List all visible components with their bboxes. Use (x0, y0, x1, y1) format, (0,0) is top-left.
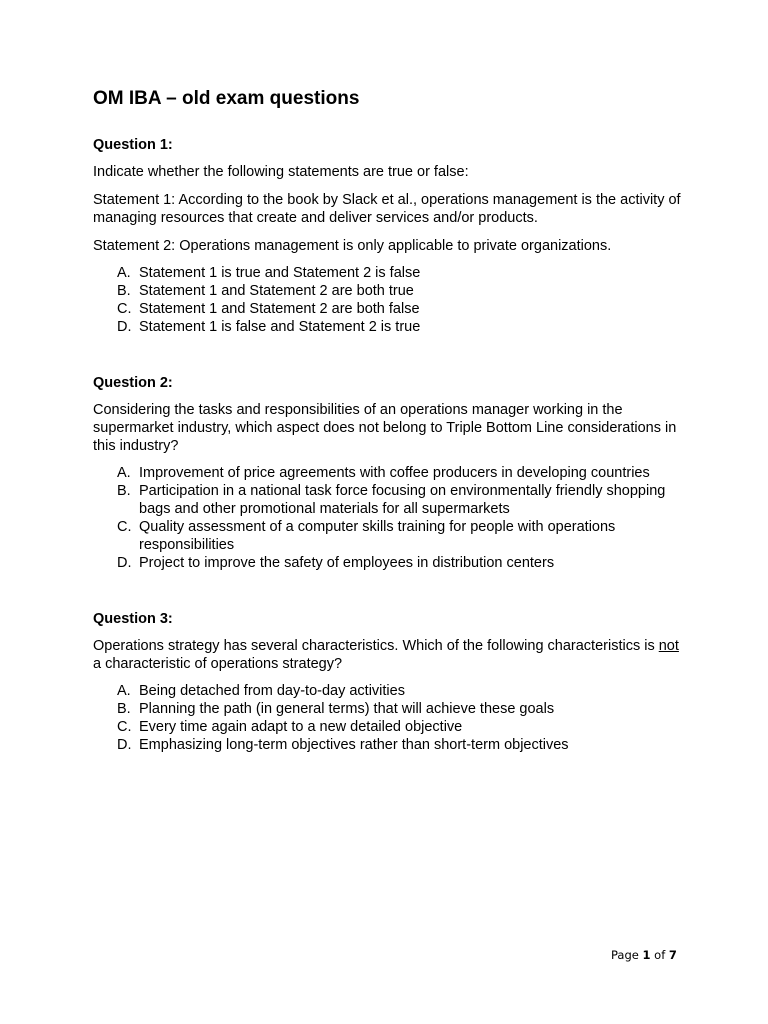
option-letter: B. (117, 283, 131, 299)
option-text: Being detached from day-to-day activities (139, 683, 405, 699)
question-paragraph: Considering the tasks and responsibilities of an operations manager working in the supermarket industry, which aspect does not belong to Triple Bottom Line considerations in this industry? (93, 402, 677, 454)
paragraph-text-underlined: not (658, 638, 679, 654)
document-page (93, 86, 683, 754)
option-text: Statement 1 and Statement 2 are both true (139, 283, 414, 299)
paragraph-text-after: a characteristic of operations strategy? (93, 656, 343, 672)
option-letter: C. (117, 719, 132, 735)
option-letter: C. (117, 519, 132, 535)
option-letter: A. (117, 465, 131, 481)
option-text: Statement 1 and Statement 2 are both false (139, 301, 420, 317)
page-number-footer (611, 947, 677, 963)
question-heading: Question 1: (93, 137, 173, 153)
option-text: Statement 1 is false and Statement 2 is true (139, 319, 421, 335)
of-label: of (654, 948, 666, 962)
option-letter: B. (117, 483, 131, 499)
option-letter: D. (117, 555, 132, 571)
option-text: Project to improve the safety of employees in distribution centers (139, 555, 555, 571)
option-text: Every time again adapt to a new detailed objective (139, 719, 463, 735)
answer-option-d (93, 554, 683, 572)
option-letter: D. (117, 737, 132, 753)
option-letter: A. (117, 683, 131, 699)
option-text: Planning the path (in general terms) that will achieve these goals (139, 701, 555, 717)
page-label: Page (611, 948, 639, 962)
question-3 (93, 610, 683, 754)
option-text: Improvement of price agreements with coffee producers in developing countries (139, 465, 650, 481)
answer-option-c (93, 718, 683, 736)
answer-options (93, 264, 683, 336)
answer-options (93, 682, 683, 754)
answer-option-b (93, 282, 683, 300)
question-paragraph: Statement 2: Operations management is only applicable to private organizations. (93, 238, 612, 254)
answer-option-d (93, 736, 683, 754)
answer-option-b (93, 482, 683, 518)
document-title: OM IBA – old exam questions (93, 88, 360, 109)
total-pages-number: 7 (668, 948, 677, 962)
section-spacer (93, 336, 683, 374)
question-paragraph (93, 637, 683, 673)
option-letter: B. (117, 701, 131, 717)
question-1 (93, 136, 683, 336)
option-text: Emphasizing long-term objectives rather than short-term objectives (139, 737, 569, 753)
answer-option-a (93, 264, 683, 282)
answer-option-a (93, 682, 683, 700)
answer-option-c (93, 300, 683, 318)
question-heading: Question 2: (93, 375, 173, 391)
paragraph-text-before: Operations strategy has several characteristics. Which of the following characteristics is (93, 638, 659, 654)
current-page-number: 1 (642, 948, 651, 962)
option-letter: A. (117, 265, 131, 281)
option-letter: C. (117, 301, 132, 317)
answer-option-c (93, 518, 683, 554)
answer-option-d (93, 318, 683, 336)
answer-options (93, 464, 683, 572)
question-paragraph: Indicate whether the following statements are true or false: (93, 164, 469, 180)
question-2 (93, 374, 683, 572)
answer-option-a (93, 464, 683, 482)
option-letter: D. (117, 319, 132, 335)
option-text: Participation in a national task force focusing on environmentally friendly shopping bags and other promotional materials for all supermarkets (139, 483, 666, 517)
section-spacer (93, 572, 683, 610)
option-text: Statement 1 is true and Statement 2 is false (139, 265, 421, 281)
question-paragraph: Statement 1: According to the book by Slack et al., operations management is the activity of managing resources that create and deliver services and/or products. (93, 192, 681, 226)
answer-option-b (93, 700, 683, 718)
question-heading: Question 3: (93, 611, 173, 627)
option-text: Quality assessment of a computer skills training for people with operations responsibilities (139, 519, 616, 553)
